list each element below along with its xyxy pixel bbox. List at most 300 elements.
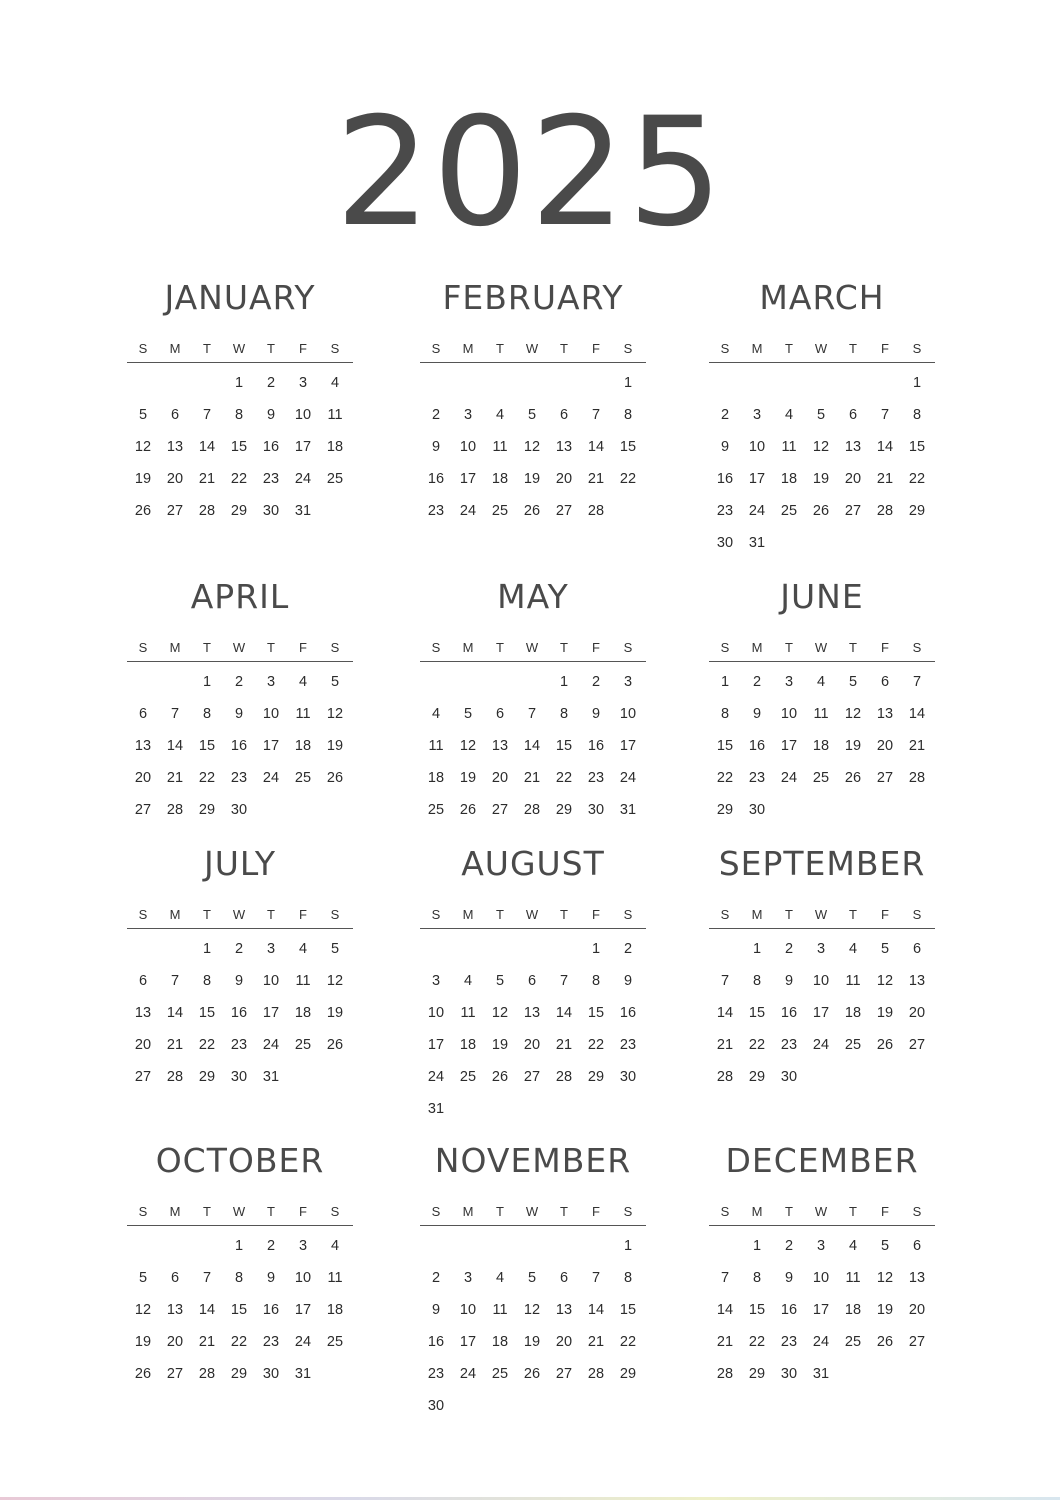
day-cell: 30 xyxy=(230,1069,248,1085)
day-cell: 27 xyxy=(555,1366,573,1382)
day-cell: 21 xyxy=(523,770,541,786)
day-cell: 26 xyxy=(326,770,344,786)
day-cell: 9 xyxy=(266,407,276,423)
day-cell: 4 xyxy=(298,674,308,690)
day-cell: 8 xyxy=(202,973,212,989)
weekday-label: S xyxy=(431,640,441,655)
day-grid xyxy=(709,1230,935,1390)
weekday-label: W xyxy=(525,341,539,356)
day-cell: 12 xyxy=(459,738,477,754)
day-cell: 27 xyxy=(134,1069,152,1085)
day-cell: 29 xyxy=(748,1069,766,1085)
day-cell: 14 xyxy=(716,1005,734,1021)
day-cell: 26 xyxy=(523,1366,541,1382)
weekday-label: M xyxy=(169,907,181,922)
day-cell: 12 xyxy=(523,439,541,455)
day-cell: 18 xyxy=(812,738,830,754)
day-cell: 10 xyxy=(294,407,312,423)
day-cell: 21 xyxy=(587,1334,605,1350)
day-cell: 8 xyxy=(623,1270,633,1286)
weekday-header xyxy=(127,639,353,662)
day-cell: 29 xyxy=(198,1069,216,1085)
day-cell: 16 xyxy=(262,1302,280,1318)
month-name: JULY xyxy=(203,844,277,883)
day-cell: 12 xyxy=(491,1005,509,1021)
day-cell: 14 xyxy=(166,1005,184,1021)
weekday-label: T xyxy=(785,907,793,922)
day-cell: 3 xyxy=(431,973,441,989)
day-grid xyxy=(709,933,935,1093)
day-cell: 18 xyxy=(427,770,445,786)
day-cell: 13 xyxy=(134,738,152,754)
day-cell: 19 xyxy=(134,471,152,487)
day-cell: 15 xyxy=(587,1005,605,1021)
day-cell: 16 xyxy=(230,1005,248,1021)
day-cell: 14 xyxy=(716,1302,734,1318)
day-cell: 25 xyxy=(491,1366,509,1382)
day-cell: 12 xyxy=(523,1302,541,1318)
day-cell: 8 xyxy=(720,706,730,722)
day-cell: 7 xyxy=(720,973,730,989)
day-cell: 21 xyxy=(166,1037,184,1053)
day-cell: 28 xyxy=(198,1366,216,1382)
day-cell: 5 xyxy=(848,674,858,690)
day-cell: 19 xyxy=(326,1005,344,1021)
day-cell: 12 xyxy=(326,973,344,989)
day-cell: 5 xyxy=(527,407,537,423)
day-cell: 27 xyxy=(908,1037,926,1053)
day-cell: 26 xyxy=(812,503,830,519)
day-cell: 30 xyxy=(587,802,605,818)
day-cell: 28 xyxy=(166,1069,184,1085)
weekday-label: M xyxy=(751,640,763,655)
day-cell: 14 xyxy=(523,738,541,754)
day-cell: 23 xyxy=(619,1037,637,1053)
weekday-header xyxy=(420,340,646,363)
day-cell: 2 xyxy=(431,407,441,423)
weekday-label: S xyxy=(623,640,633,655)
day-cell: 20 xyxy=(166,471,184,487)
month-name: DECEMBER xyxy=(725,1141,919,1180)
day-cell: 14 xyxy=(876,439,894,455)
day-cell: 13 xyxy=(166,1302,184,1318)
day-cell: 28 xyxy=(523,802,541,818)
day-cell: 14 xyxy=(198,1302,216,1318)
day-cell: 1 xyxy=(720,674,730,690)
weekday-label: M xyxy=(462,1204,474,1219)
day-cell: 19 xyxy=(491,1037,509,1053)
day-cell: 14 xyxy=(587,1302,605,1318)
day-cell: 5 xyxy=(495,973,505,989)
weekday-label: F xyxy=(592,907,600,922)
day-cell: 26 xyxy=(491,1069,509,1085)
day-cell: 23 xyxy=(780,1037,798,1053)
day-cell: 12 xyxy=(134,1302,152,1318)
day-cell: 26 xyxy=(876,1334,894,1350)
day-cell: 6 xyxy=(559,1270,569,1286)
day-cell: 31 xyxy=(812,1366,830,1382)
day-cell: 9 xyxy=(234,973,244,989)
weekday-header xyxy=(127,340,353,363)
day-cell: 22 xyxy=(748,1334,766,1350)
day-cell: 28 xyxy=(908,770,926,786)
day-cell: 14 xyxy=(908,706,926,722)
day-cell: 23 xyxy=(427,1366,445,1382)
day-cell: 6 xyxy=(170,1270,180,1286)
day-cell: 26 xyxy=(459,802,477,818)
weekday-label: T xyxy=(785,1204,793,1219)
weekday-header xyxy=(420,639,646,662)
day-cell: 16 xyxy=(587,738,605,754)
day-cell: 2 xyxy=(234,941,244,957)
day-cell: 2 xyxy=(234,674,244,690)
day-cell: 26 xyxy=(326,1037,344,1053)
day-cell: 17 xyxy=(262,1005,280,1021)
day-cell: 23 xyxy=(262,471,280,487)
month-january xyxy=(127,278,353,527)
day-cell: 18 xyxy=(780,471,798,487)
weekday-label: S xyxy=(623,907,633,922)
weekday-label: F xyxy=(299,341,307,356)
day-cell: 8 xyxy=(623,407,633,423)
month-name: MAY xyxy=(497,577,569,616)
day-cell: 20 xyxy=(134,770,152,786)
day-cell: 17 xyxy=(619,738,637,754)
day-cell: 18 xyxy=(491,471,509,487)
weekday-label: W xyxy=(814,907,828,922)
day-cell: 8 xyxy=(752,973,762,989)
weekday-label: F xyxy=(881,907,889,922)
day-cell: 8 xyxy=(234,407,244,423)
day-cell: 16 xyxy=(748,738,766,754)
month-november xyxy=(420,1141,646,1422)
day-cell: 29 xyxy=(908,503,926,519)
day-cell: 24 xyxy=(812,1334,830,1350)
day-cell: 5 xyxy=(527,1270,537,1286)
day-cell: 18 xyxy=(459,1037,477,1053)
day-cell: 31 xyxy=(748,535,766,551)
day-cell: 17 xyxy=(748,471,766,487)
weekday-label: T xyxy=(203,341,211,356)
day-cell: 5 xyxy=(138,1270,148,1286)
weekday-label: S xyxy=(138,907,148,922)
weekday-label: M xyxy=(462,907,474,922)
day-cell: 11 xyxy=(295,706,311,722)
weekday-label: T xyxy=(560,907,568,922)
day-cell: 1 xyxy=(234,1238,244,1254)
month-may xyxy=(420,577,646,826)
day-cell: 19 xyxy=(523,471,541,487)
weekday-label: S xyxy=(720,341,730,356)
day-cell: 25 xyxy=(491,503,509,519)
day-cell: 28 xyxy=(587,503,605,519)
day-cell: 21 xyxy=(716,1037,734,1053)
weekday-label: T xyxy=(785,341,793,356)
day-cell: 10 xyxy=(812,1270,830,1286)
day-cell: 7 xyxy=(720,1270,730,1286)
day-cell: 3 xyxy=(752,407,762,423)
weekday-header xyxy=(709,639,935,662)
month-august xyxy=(420,844,646,1125)
day-cell: 30 xyxy=(619,1069,637,1085)
weekday-header xyxy=(420,906,646,929)
day-cell: 27 xyxy=(844,503,862,519)
weekday-label: W xyxy=(232,907,246,922)
weekday-label: S xyxy=(720,640,730,655)
day-cell: 27 xyxy=(523,1069,541,1085)
day-cell: 6 xyxy=(138,973,148,989)
day-cell: 27 xyxy=(908,1334,926,1350)
day-cell: 22 xyxy=(619,1334,637,1350)
weekday-label: W xyxy=(232,640,246,655)
day-cell: 22 xyxy=(587,1037,605,1053)
day-cell: 15 xyxy=(619,439,637,455)
day-cell: 9 xyxy=(784,973,794,989)
day-cell: 15 xyxy=(198,1005,216,1021)
day-cell: 11 xyxy=(492,439,508,455)
month-october xyxy=(127,1141,353,1390)
day-cell: 17 xyxy=(294,1302,312,1318)
day-cell: 27 xyxy=(134,802,152,818)
day-cell: 10 xyxy=(262,706,280,722)
day-cell: 30 xyxy=(780,1366,798,1382)
day-cell: 12 xyxy=(134,439,152,455)
weekday-label: F xyxy=(592,1204,600,1219)
day-cell: 21 xyxy=(555,1037,573,1053)
day-cell: 25 xyxy=(459,1069,477,1085)
day-cell: 15 xyxy=(555,738,573,754)
day-cell: 24 xyxy=(262,1037,280,1053)
day-cell: 10 xyxy=(748,439,766,455)
day-cell: 9 xyxy=(234,706,244,722)
day-cell: 23 xyxy=(427,503,445,519)
day-cell: 22 xyxy=(555,770,573,786)
day-cell: 2 xyxy=(266,375,276,391)
day-cell: 1 xyxy=(202,674,212,690)
day-cell: 26 xyxy=(523,503,541,519)
day-cell: 25 xyxy=(326,471,344,487)
day-cell: 20 xyxy=(844,471,862,487)
day-cell: 9 xyxy=(752,706,762,722)
day-cell: 9 xyxy=(720,439,730,455)
month-september xyxy=(709,844,935,1093)
weekday-label: S xyxy=(912,640,922,655)
day-cell: 1 xyxy=(591,941,601,957)
weekday-label: T xyxy=(267,640,275,655)
day-cell: 3 xyxy=(266,941,276,957)
day-cell: 18 xyxy=(844,1302,862,1318)
day-cell: 16 xyxy=(716,471,734,487)
day-cell: 31 xyxy=(294,1366,312,1382)
day-cell: 1 xyxy=(912,375,922,391)
day-cell: 29 xyxy=(230,1366,248,1382)
day-cell: 8 xyxy=(752,1270,762,1286)
day-cell: 15 xyxy=(748,1005,766,1021)
day-cell: 3 xyxy=(298,375,308,391)
day-cell: 13 xyxy=(555,1302,573,1318)
day-cell: 13 xyxy=(844,439,862,455)
day-cell: 19 xyxy=(876,1302,894,1318)
day-cell: 13 xyxy=(134,1005,152,1021)
day-cell: 4 xyxy=(431,706,441,722)
day-cell: 5 xyxy=(138,407,148,423)
weekday-label: S xyxy=(720,907,730,922)
day-cell: 7 xyxy=(880,407,890,423)
weekday-label: W xyxy=(525,640,539,655)
day-cell: 1 xyxy=(559,674,569,690)
day-cell: 28 xyxy=(555,1069,573,1085)
day-cell: 16 xyxy=(262,439,280,455)
weekday-label: T xyxy=(496,907,504,922)
weekday-header xyxy=(127,1203,353,1226)
day-cell: 6 xyxy=(495,706,505,722)
day-cell: 20 xyxy=(876,738,894,754)
day-cell: 1 xyxy=(202,941,212,957)
day-cell: 9 xyxy=(266,1270,276,1286)
day-cell: 24 xyxy=(748,503,766,519)
day-cell: 28 xyxy=(198,503,216,519)
day-cell: 11 xyxy=(295,973,311,989)
month-name: AUGUST xyxy=(461,844,605,883)
day-cell: 4 xyxy=(463,973,473,989)
weekday-header xyxy=(709,340,935,363)
day-cell: 25 xyxy=(844,1334,862,1350)
weekday-label: F xyxy=(299,907,307,922)
day-cell: 17 xyxy=(262,738,280,754)
weekday-label: M xyxy=(169,640,181,655)
weekday-header xyxy=(709,906,935,929)
day-cell: 3 xyxy=(816,941,826,957)
weekday-label: S xyxy=(431,907,441,922)
day-cell: 29 xyxy=(230,503,248,519)
day-cell: 4 xyxy=(495,407,505,423)
day-cell: 11 xyxy=(845,1270,861,1286)
weekday-label: T xyxy=(785,640,793,655)
day-cell: 4 xyxy=(495,1270,505,1286)
month-december xyxy=(709,1141,935,1390)
day-cell: 26 xyxy=(876,1037,894,1053)
day-cell: 20 xyxy=(908,1005,926,1021)
weekday-label: T xyxy=(203,907,211,922)
day-cell: 27 xyxy=(555,503,573,519)
weekday-label: T xyxy=(267,907,275,922)
day-cell: 3 xyxy=(623,674,633,690)
day-cell: 9 xyxy=(784,1270,794,1286)
weekday-label: S xyxy=(431,341,441,356)
day-cell: 20 xyxy=(523,1037,541,1053)
day-cell: 11 xyxy=(845,973,861,989)
day-cell: 3 xyxy=(298,1238,308,1254)
day-cell: 6 xyxy=(559,407,569,423)
day-cell: 22 xyxy=(230,1334,248,1350)
day-cell: 16 xyxy=(230,738,248,754)
day-cell: 16 xyxy=(619,1005,637,1021)
weekday-label: W xyxy=(525,1204,539,1219)
day-cell: 7 xyxy=(170,973,180,989)
weekday-label: W xyxy=(814,640,828,655)
day-cell: 2 xyxy=(752,674,762,690)
day-cell: 3 xyxy=(463,1270,473,1286)
day-grid xyxy=(420,1230,646,1422)
day-cell: 22 xyxy=(619,471,637,487)
day-cell: 29 xyxy=(555,802,573,818)
weekday-label: S xyxy=(330,1204,340,1219)
weekday-label: F xyxy=(881,1204,889,1219)
weekday-label: S xyxy=(138,341,148,356)
month-april xyxy=(127,577,353,826)
day-cell: 21 xyxy=(198,1334,216,1350)
day-cell: 26 xyxy=(134,1366,152,1382)
day-cell: 27 xyxy=(491,802,509,818)
day-cell: 12 xyxy=(876,973,894,989)
weekday-label: F xyxy=(881,341,889,356)
day-cell: 20 xyxy=(555,471,573,487)
day-cell: 1 xyxy=(752,1238,762,1254)
weekday-label: S xyxy=(912,341,922,356)
day-cell: 3 xyxy=(816,1238,826,1254)
day-cell: 26 xyxy=(134,503,152,519)
day-cell: 31 xyxy=(619,802,637,818)
day-grid xyxy=(127,367,353,527)
day-cell: 7 xyxy=(202,1270,212,1286)
day-cell: 2 xyxy=(431,1270,441,1286)
day-cell: 19 xyxy=(134,1334,152,1350)
day-cell: 9 xyxy=(431,439,441,455)
day-cell: 22 xyxy=(198,770,216,786)
weekday-label: W xyxy=(814,341,828,356)
day-cell: 11 xyxy=(327,1270,343,1286)
weekday-label: S xyxy=(912,907,922,922)
day-cell: 13 xyxy=(523,1005,541,1021)
day-grid xyxy=(127,933,353,1093)
day-grid xyxy=(127,1230,353,1390)
day-cell: 8 xyxy=(202,706,212,722)
day-cell: 15 xyxy=(230,439,248,455)
day-cell: 17 xyxy=(780,738,798,754)
day-cell: 3 xyxy=(784,674,794,690)
day-cell: 21 xyxy=(716,1334,734,1350)
weekday-label: T xyxy=(849,1204,857,1219)
weekday-label: S xyxy=(330,640,340,655)
day-cell: 3 xyxy=(463,407,473,423)
day-cell: 13 xyxy=(166,439,184,455)
day-cell: 12 xyxy=(844,706,862,722)
day-cell: 30 xyxy=(262,503,280,519)
day-cell: 19 xyxy=(876,1005,894,1021)
day-cell: 10 xyxy=(427,1005,445,1021)
day-cell: 1 xyxy=(623,375,633,391)
day-cell: 22 xyxy=(748,1037,766,1053)
day-cell: 17 xyxy=(427,1037,445,1053)
day-cell: 11 xyxy=(813,706,829,722)
day-cell: 30 xyxy=(427,1398,445,1414)
month-february xyxy=(420,278,646,527)
day-cell: 5 xyxy=(463,706,473,722)
month-march xyxy=(709,278,935,559)
year-title: 2025 xyxy=(335,86,725,260)
day-cell: 15 xyxy=(198,738,216,754)
day-cell: 10 xyxy=(459,439,477,455)
day-cell: 10 xyxy=(619,706,637,722)
day-cell: 28 xyxy=(716,1366,734,1382)
day-cell: 6 xyxy=(138,706,148,722)
day-cell: 8 xyxy=(912,407,922,423)
day-cell: 21 xyxy=(166,770,184,786)
day-cell: 7 xyxy=(527,706,537,722)
day-cell: 8 xyxy=(559,706,569,722)
day-cell: 20 xyxy=(908,1302,926,1318)
day-cell: 10 xyxy=(780,706,798,722)
